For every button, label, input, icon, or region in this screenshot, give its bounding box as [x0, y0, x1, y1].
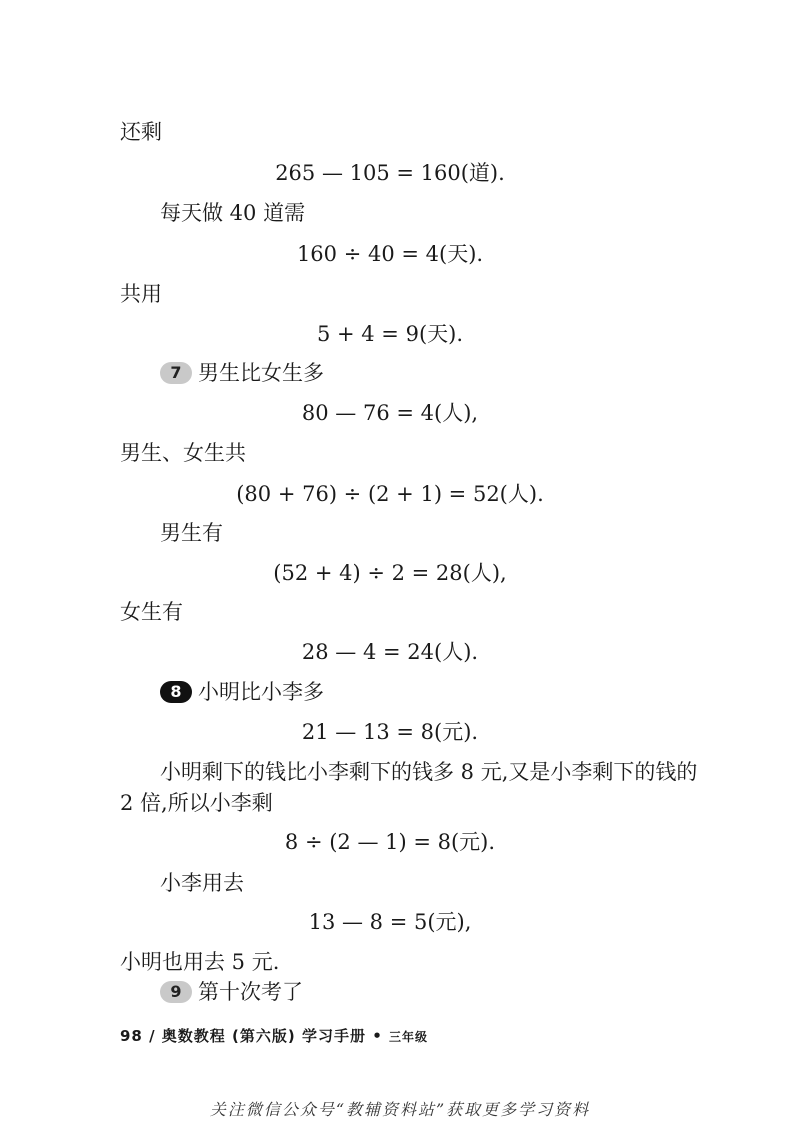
text-line: 每天做 40 道需	[160, 201, 306, 225]
equation: 265 — 105 = 160(道).	[275, 161, 505, 185]
equation: 21 — 13 = 8(元).	[301, 720, 479, 744]
text-line: 2 倍,所以小李剩	[120, 791, 273, 815]
page-number: 98	[120, 1027, 143, 1045]
problem-number-badge: 8	[160, 681, 192, 703]
equation: 13 — 8 = 5(元),	[308, 910, 472, 934]
equation: (52 + 4) ÷ 2 = 28(人),	[273, 561, 507, 585]
page-footer	[120, 1025, 428, 1046]
heading-text: 男生比女生多	[198, 361, 324, 385]
heading-text: 小明比小李多	[198, 680, 324, 704]
problem-9-heading	[160, 978, 303, 1006]
equation: (80 + 76) ÷ (2 + 1) = 52(人).	[236, 482, 544, 506]
equation: 160 ÷ 40 = 4(天).	[296, 242, 484, 266]
text-line: 男生、女生共	[120, 441, 246, 465]
text-line: 共用	[120, 282, 162, 306]
text-line: 还剩	[120, 120, 162, 144]
text-line: 女生有	[120, 600, 183, 624]
book-title: / 奥数教程 (第六版) 学习手册 •	[149, 1027, 383, 1045]
equation: 5 + 4 = 9(天).	[316, 322, 464, 346]
equation: 8 ÷ (2 — 1) = 8(元).	[284, 830, 496, 854]
text-line: 小明剩下的钱比小李剩下的钱多 8 元,又是小李剩下的钱的	[160, 760, 698, 784]
text-line: 男生有	[160, 521, 223, 545]
problem-8-heading	[160, 678, 324, 706]
watermark-text: 关注微信公众号“教辅资料站”获取更多学习资料	[209, 1100, 591, 1119]
text-line: 小李用去	[160, 871, 244, 895]
problem-number-badge: 9	[160, 981, 192, 1003]
equation: 80 — 76 = 4(人),	[301, 401, 479, 425]
heading-text: 第十次考了	[198, 980, 303, 1004]
problem-7-heading	[160, 359, 324, 387]
text-line: 小明也用去 5 元.	[120, 950, 280, 974]
equation: 28 — 4 = 24(人).	[301, 640, 479, 664]
grade-label: 三年级	[389, 1030, 429, 1044]
problem-number-badge: 7	[160, 362, 192, 384]
